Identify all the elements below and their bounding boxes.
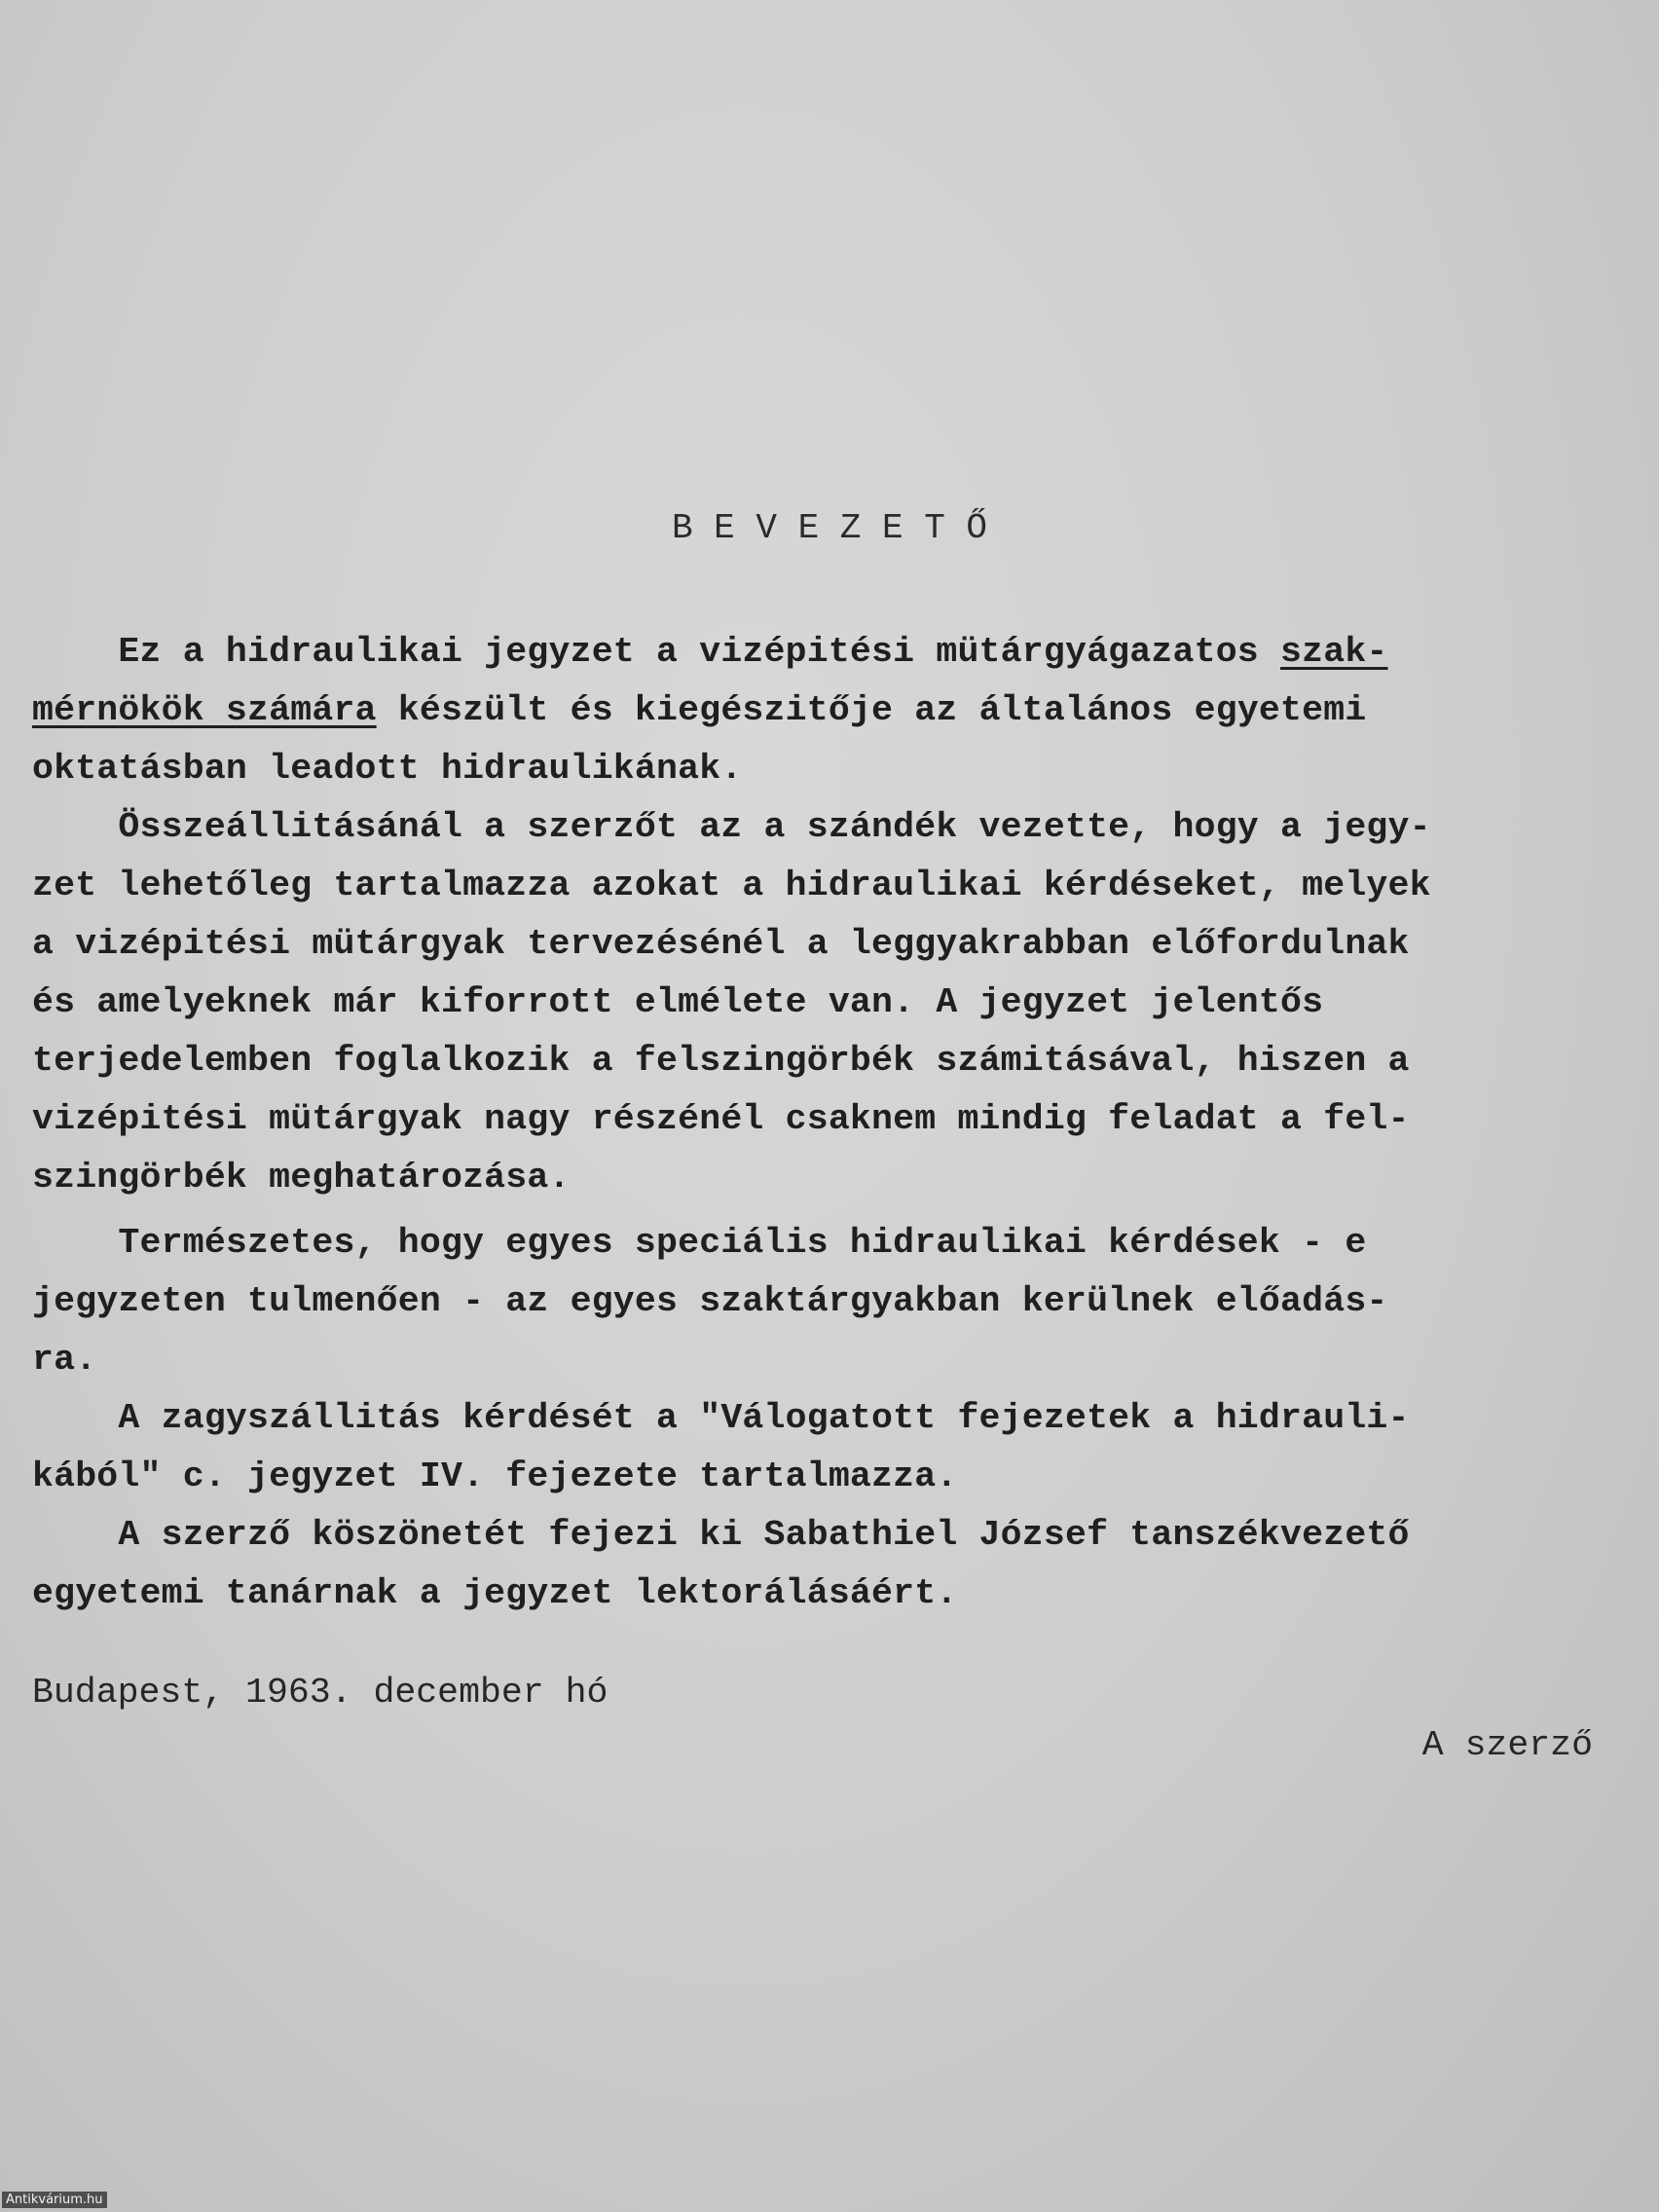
text-line: Összeállitásánál a szerzőt az a szándék vezette, hogy a jegy- bbox=[32, 807, 1431, 847]
underlined-text: szak- bbox=[1280, 632, 1388, 672]
text-line: oktatásban leadott hidraulikának. bbox=[32, 749, 743, 789]
text-line bbox=[32, 633, 1388, 672]
text-line: A zagyszállitás kérdését a "Válogatott fejezetek a hidrauli- bbox=[32, 1398, 1410, 1438]
date-line: Budapest, 1963. december hó bbox=[32, 1673, 608, 1713]
text-line: terjedelemben foglalkozik a felszingörbék számitásával, hiszen a bbox=[32, 1041, 1410, 1081]
watermark-label: Antikvárium.hu bbox=[2, 2192, 107, 2208]
text-line: és amelyeknek már kiforrott elmélete van. A jegyzet jelentős bbox=[32, 982, 1324, 1022]
signature: A szerző bbox=[1421, 1725, 1593, 1765]
text-line: zet lehetőleg tartalmazza azokat a hidraulikai kérdéseket, melyek bbox=[32, 866, 1431, 905]
text-line: A szerző köszönetét fejezi ki Sabathiel József tanszékvezető bbox=[32, 1515, 1410, 1555]
text-segment: Ez a hidraulikai jegyzet a vizépitési mütárgyágazatos bbox=[32, 632, 1281, 672]
page-title: B E V E Z E T Ő bbox=[671, 508, 988, 548]
text-line: szingörbék meghatározása. bbox=[32, 1158, 571, 1198]
underlined-text: mérnökök számára bbox=[32, 690, 377, 730]
text-line: egyetemi tanárnak a jegyzet lektorálásáért. bbox=[32, 1573, 958, 1613]
text-line: Természetes, hogy egyes speciális hidraulikai kérdések - e bbox=[32, 1223, 1367, 1263]
text-line: kából" c. jegyzet IV. fejezete tartalmazza. bbox=[32, 1456, 958, 1496]
text-line: ra. bbox=[32, 1340, 97, 1380]
text-line: jegyzeten tulmenően - az egyes szaktárgyakban kerülnek előadás- bbox=[32, 1281, 1388, 1321]
text-line bbox=[32, 691, 1366, 730]
text-line: vizépitési mütárgyak nagy részénél csaknem mindig feladat a fel- bbox=[32, 1099, 1410, 1139]
text-segment: készült és kiegészitője az általános egyetemi bbox=[376, 690, 1367, 730]
text-line: a vizépitési mütárgyak tervezésénél a leggyakrabban előfordulnak bbox=[32, 924, 1410, 964]
